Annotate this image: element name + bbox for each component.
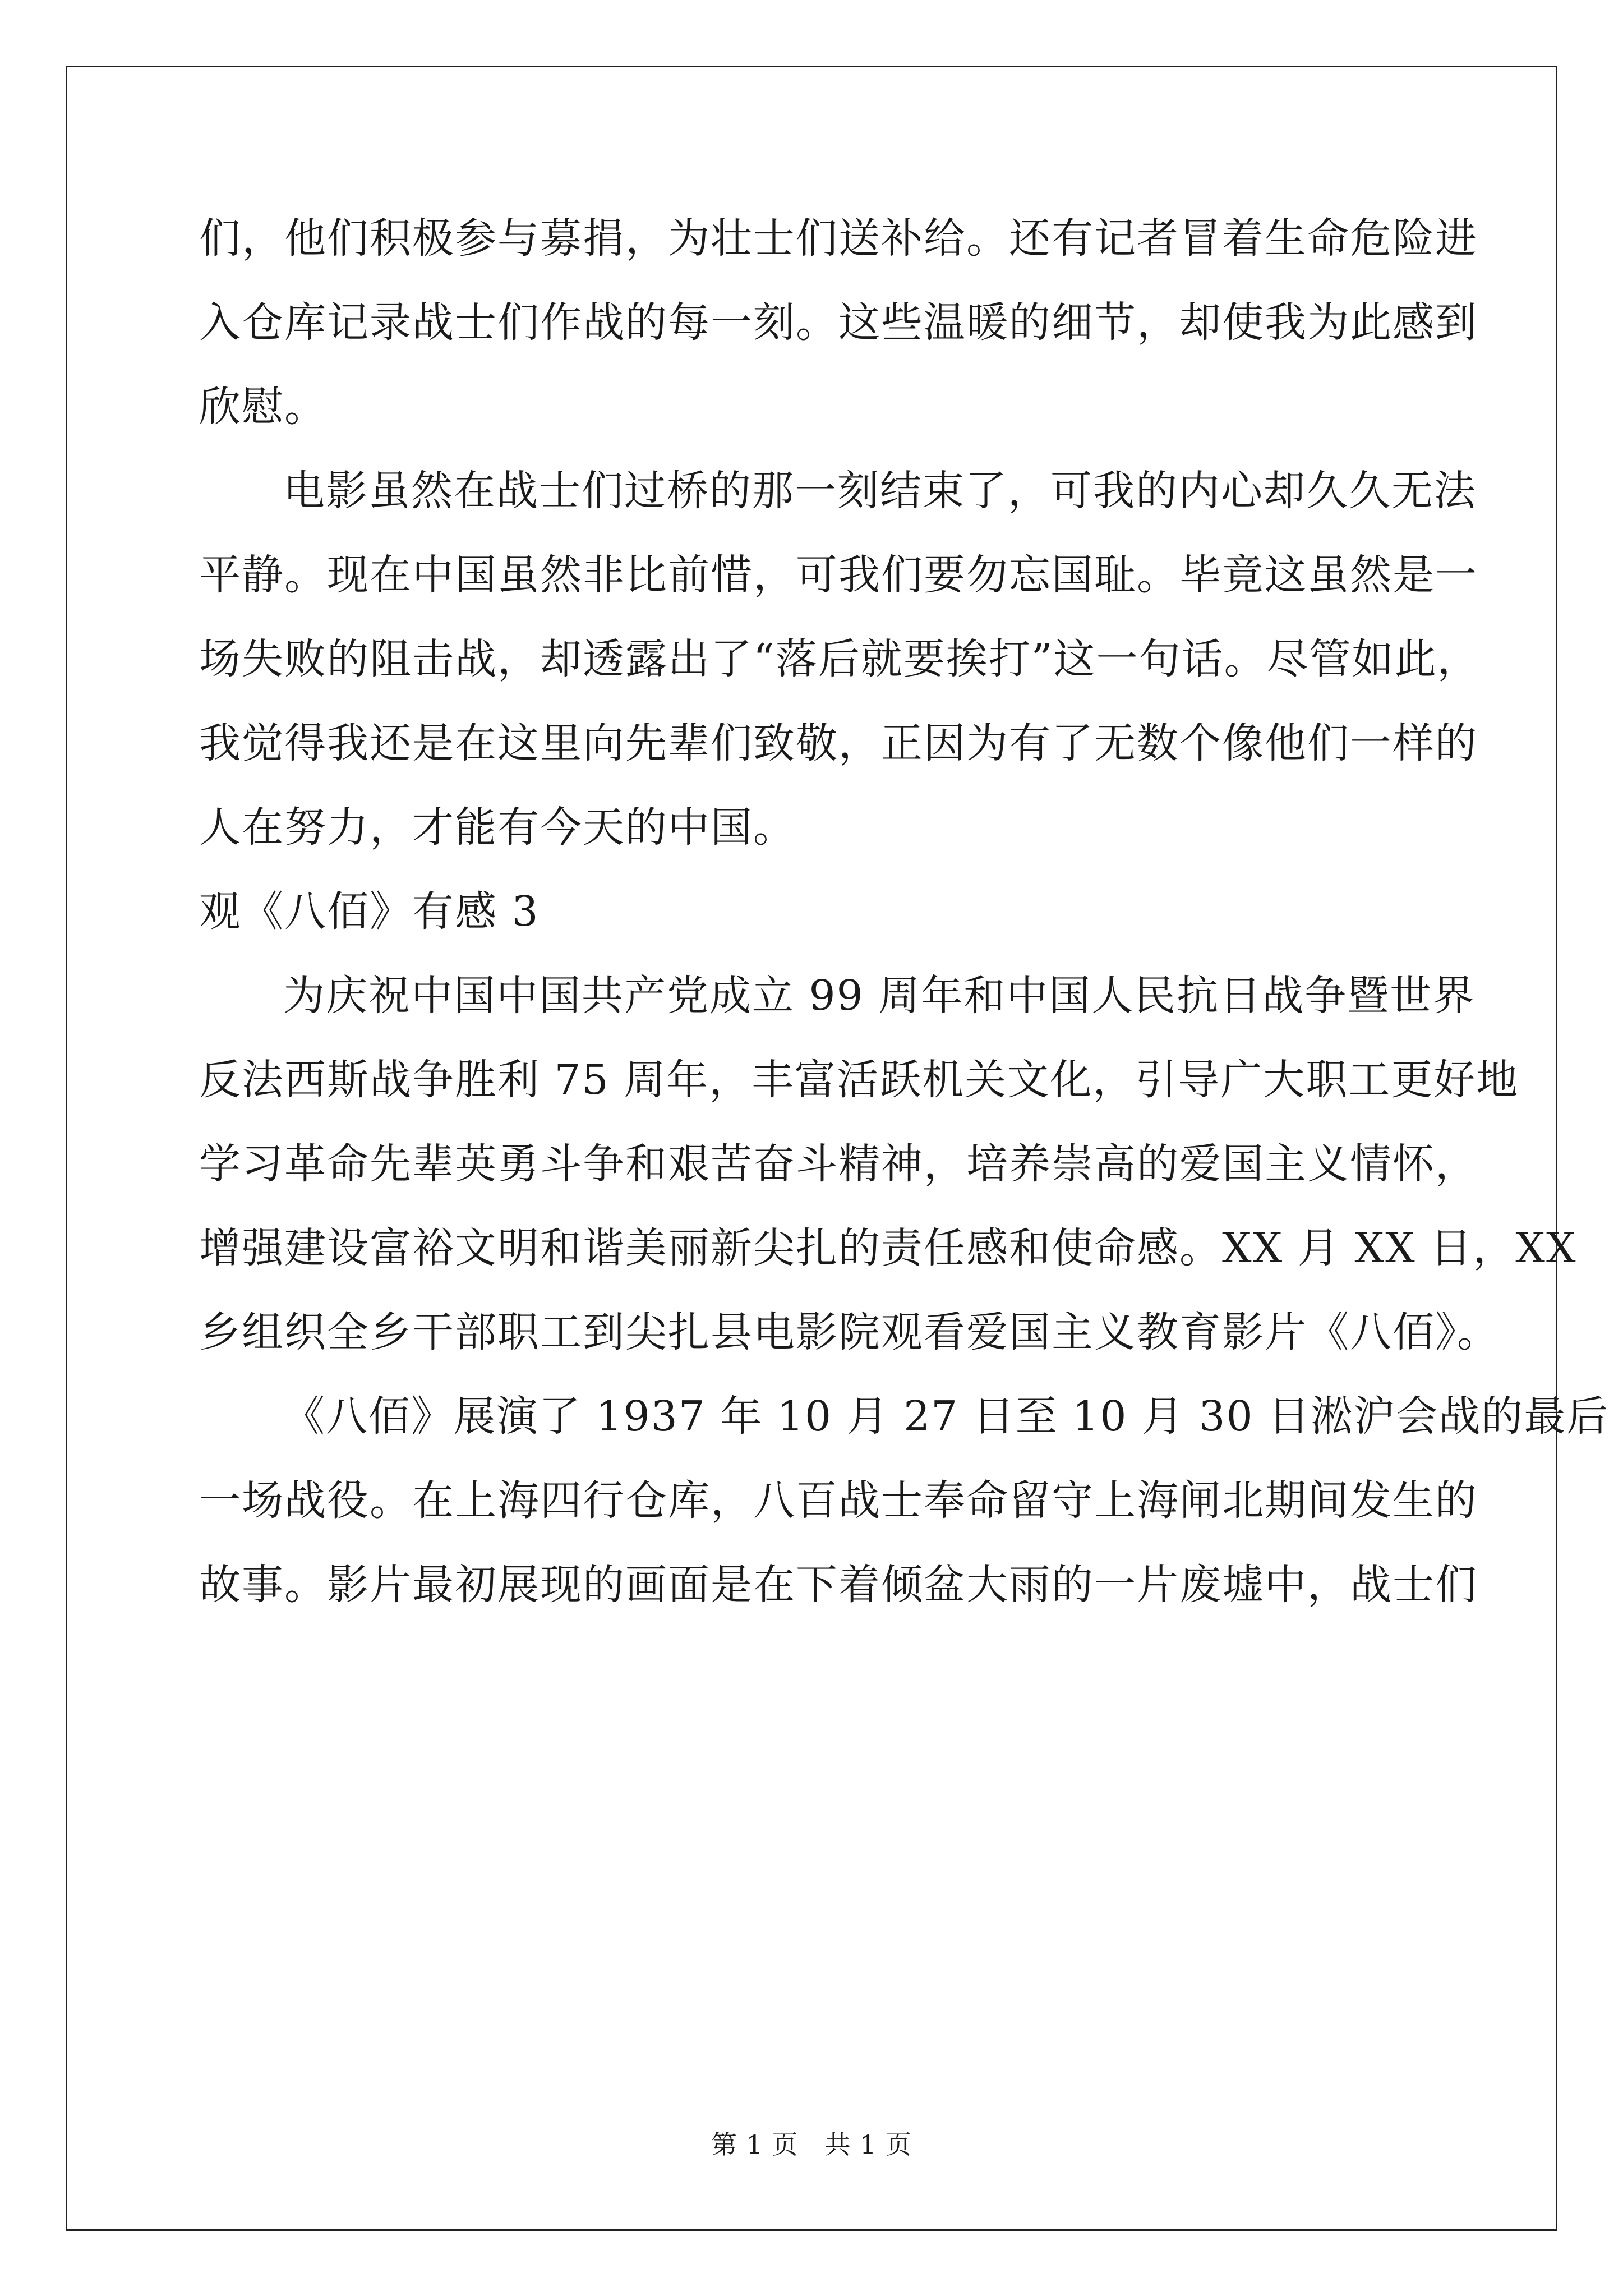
text-line: 一场战役。在上海四行仓库，八百战士奉命留守上海闸北期间发生的: [199, 1476, 1478, 1525]
text-line: 学习革命先辈英勇斗争和艰苦奋斗精神，培养崇高的爱国主义情怀，: [199, 1140, 1478, 1188]
text-line: 入仓库记录战士们作战的每一刻。这些温暖的细节，却使我为此感到: [199, 298, 1478, 347]
text-line: 场失败的阻击战，却透露出了“落后就要挨打”这一句话。尽管如此，: [199, 635, 1480, 683]
page-number-footer: 第 1 页 共 1 页: [711, 2129, 912, 2160]
text-line: 故事。影片最初展现的画面是在下着倾盆大雨的一片废墟中，战士们: [199, 1561, 1478, 1609]
text-line: 平静。现在中国虽然非比前惜，可我们要勿忘国耻。毕竟这虽然是一: [199, 551, 1478, 599]
text-line: 我觉得我还是在这里向先辈们致敬，正因为有了无数个像他们一样的: [199, 719, 1478, 767]
text-line: 人在努力，才能有今天的中国。: [199, 803, 796, 852]
paragraph-start-line: 《八佰》展演了 1937 年 10 月 27 日至 10 月 30 日淞沪会战的最后: [283, 1392, 1610, 1441]
text-line: 欣慰。: [199, 383, 327, 431]
section-heading: 观《八佰》有感 3: [199, 887, 540, 936]
text-line: 乡组织全乡干部职工到尖扎县电影院观看爱国主义教育影片《八佰》。: [199, 1308, 1500, 1356]
paragraph-start-line: 为庆祝中国中国共产党成立 99 周年和中国人民抗日战争暨世界: [283, 972, 1476, 1020]
text-line: 增强建设富裕文明和谐美丽新尖扎的责任感和使命感。XX 月 XX 日，XX: [199, 1224, 1577, 1272]
paragraph-start-line: 电影虽然在战士们过桥的那一刻结束了，可我的内心却久久无法: [283, 467, 1477, 515]
text-line: 反法西斯战争胜利 75 周年，丰富活跃机关文化，引导广大职工更好地: [199, 1056, 1519, 1104]
text-line: 们，他们积极参与募捐，为壮士们送补给。还有记者冒着生命危险进: [199, 214, 1478, 263]
